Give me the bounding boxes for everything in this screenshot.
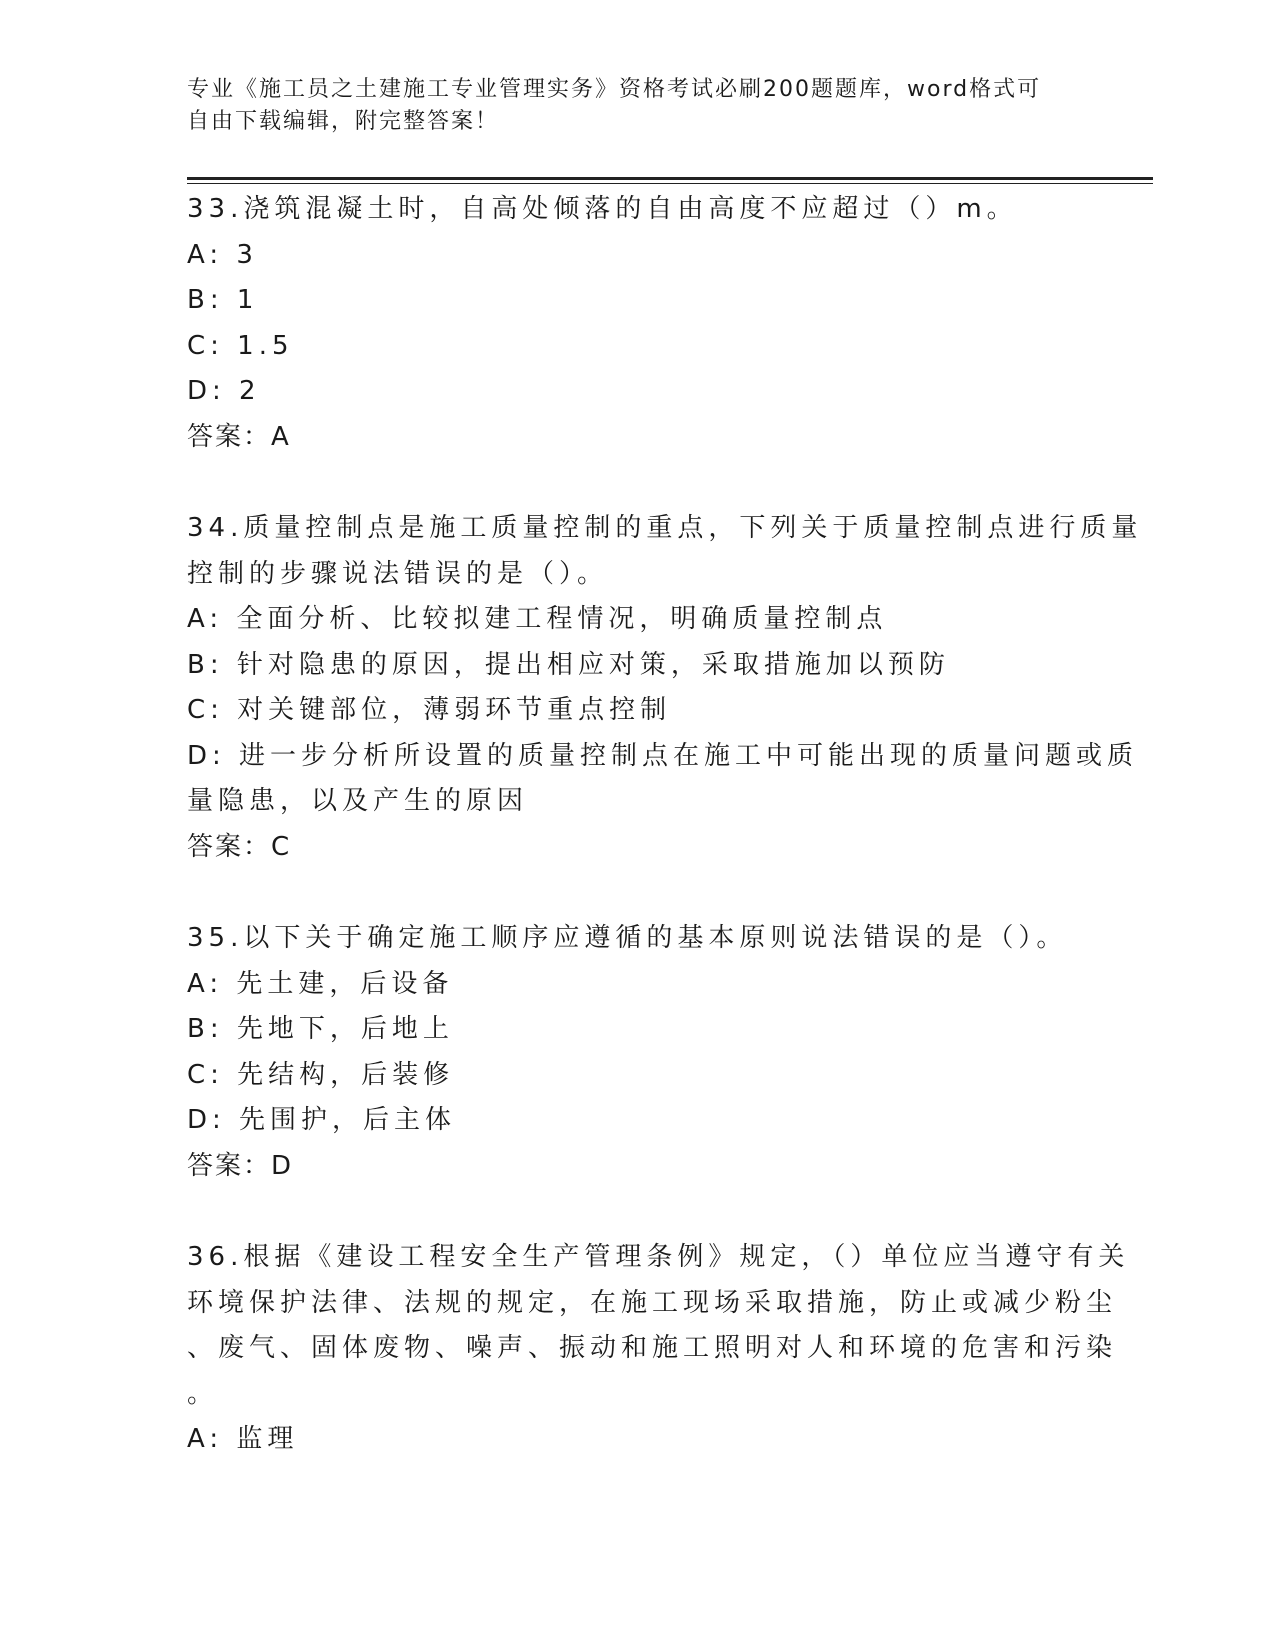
option-c: C: 对关键部位，薄弱环节重点控制 bbox=[187, 695, 672, 725]
option-d: D: 2 bbox=[187, 376, 261, 406]
option-c: C: 先结构，后装修 bbox=[187, 1059, 455, 1090]
option-a: A: 全面分析、比较拟建工程情况，明确质量控制点 bbox=[187, 604, 888, 634]
option-d: D: 进一步分析所设置的质量控制点在施工中可能出现的质量问题或质 bbox=[187, 740, 1139, 771]
option-c: C: 1.5 bbox=[187, 330, 294, 361]
option-b: B: 先地下，后地上 bbox=[187, 1014, 454, 1044]
answer-label: 答案：A bbox=[187, 421, 291, 452]
question-stem: 、废气、固体废物、噪声、振动和施工照明对人和环境的危害和污染 bbox=[187, 1333, 1118, 1363]
answer-label: 答案：C bbox=[187, 831, 292, 862]
header-line-1: 专业《施工员之土建施工专业管理实务》资格考试必刷200题题库，word格式可 bbox=[187, 77, 1042, 102]
question-stem: 36.根据《建设工程安全生产管理条例》规定，（）单位应当遵守有关 bbox=[187, 1242, 1130, 1272]
question-stem: 34.质量控制点是施工质量控制的重点，下列关于质量控制点进行质量 bbox=[187, 513, 1143, 543]
question-stem: 。 bbox=[187, 1378, 219, 1409]
header-divider-thin bbox=[187, 183, 1153, 184]
option-a: A: 3 bbox=[187, 239, 258, 270]
question-36 bbox=[187, 1235, 1130, 1463]
question-35 bbox=[187, 916, 1087, 1189]
answer-label: 答案：D bbox=[187, 1150, 294, 1181]
document-header bbox=[187, 74, 1067, 138]
question-33 bbox=[187, 187, 1087, 460]
option-a: A: 监理 bbox=[187, 1424, 299, 1454]
header-divider-thick bbox=[187, 177, 1153, 180]
question-stem: 环境保护法律、法规的规定，在施工现场采取措施，防止或减少粉尘 bbox=[187, 1287, 1118, 1318]
question-stem: 35.以下关于确定施工顺序应遵循的基本原则说法错误的是（）。 bbox=[187, 923, 1068, 953]
question-stem: 控制的步骤说法错误的是（）。 bbox=[187, 558, 609, 589]
option-a: A: 先土建，后设备 bbox=[187, 968, 454, 999]
question-stem: 33.浇筑混凝土时，自高处倾落的自由高度不应超过（）m。 bbox=[187, 194, 1018, 224]
option-d-continued: 量隐患，以及产生的原因 bbox=[187, 786, 529, 816]
option-b: B: 针对隐患的原因，提出相应对策，采取措施加以预防 bbox=[187, 649, 950, 680]
question-list bbox=[187, 187, 1143, 1463]
question-34 bbox=[187, 506, 1143, 870]
header-line-2: 自由下载编辑，附完整答案！ bbox=[187, 109, 500, 134]
option-d: D: 先围护，后主体 bbox=[187, 1105, 457, 1135]
option-b: B: 1 bbox=[187, 285, 259, 315]
